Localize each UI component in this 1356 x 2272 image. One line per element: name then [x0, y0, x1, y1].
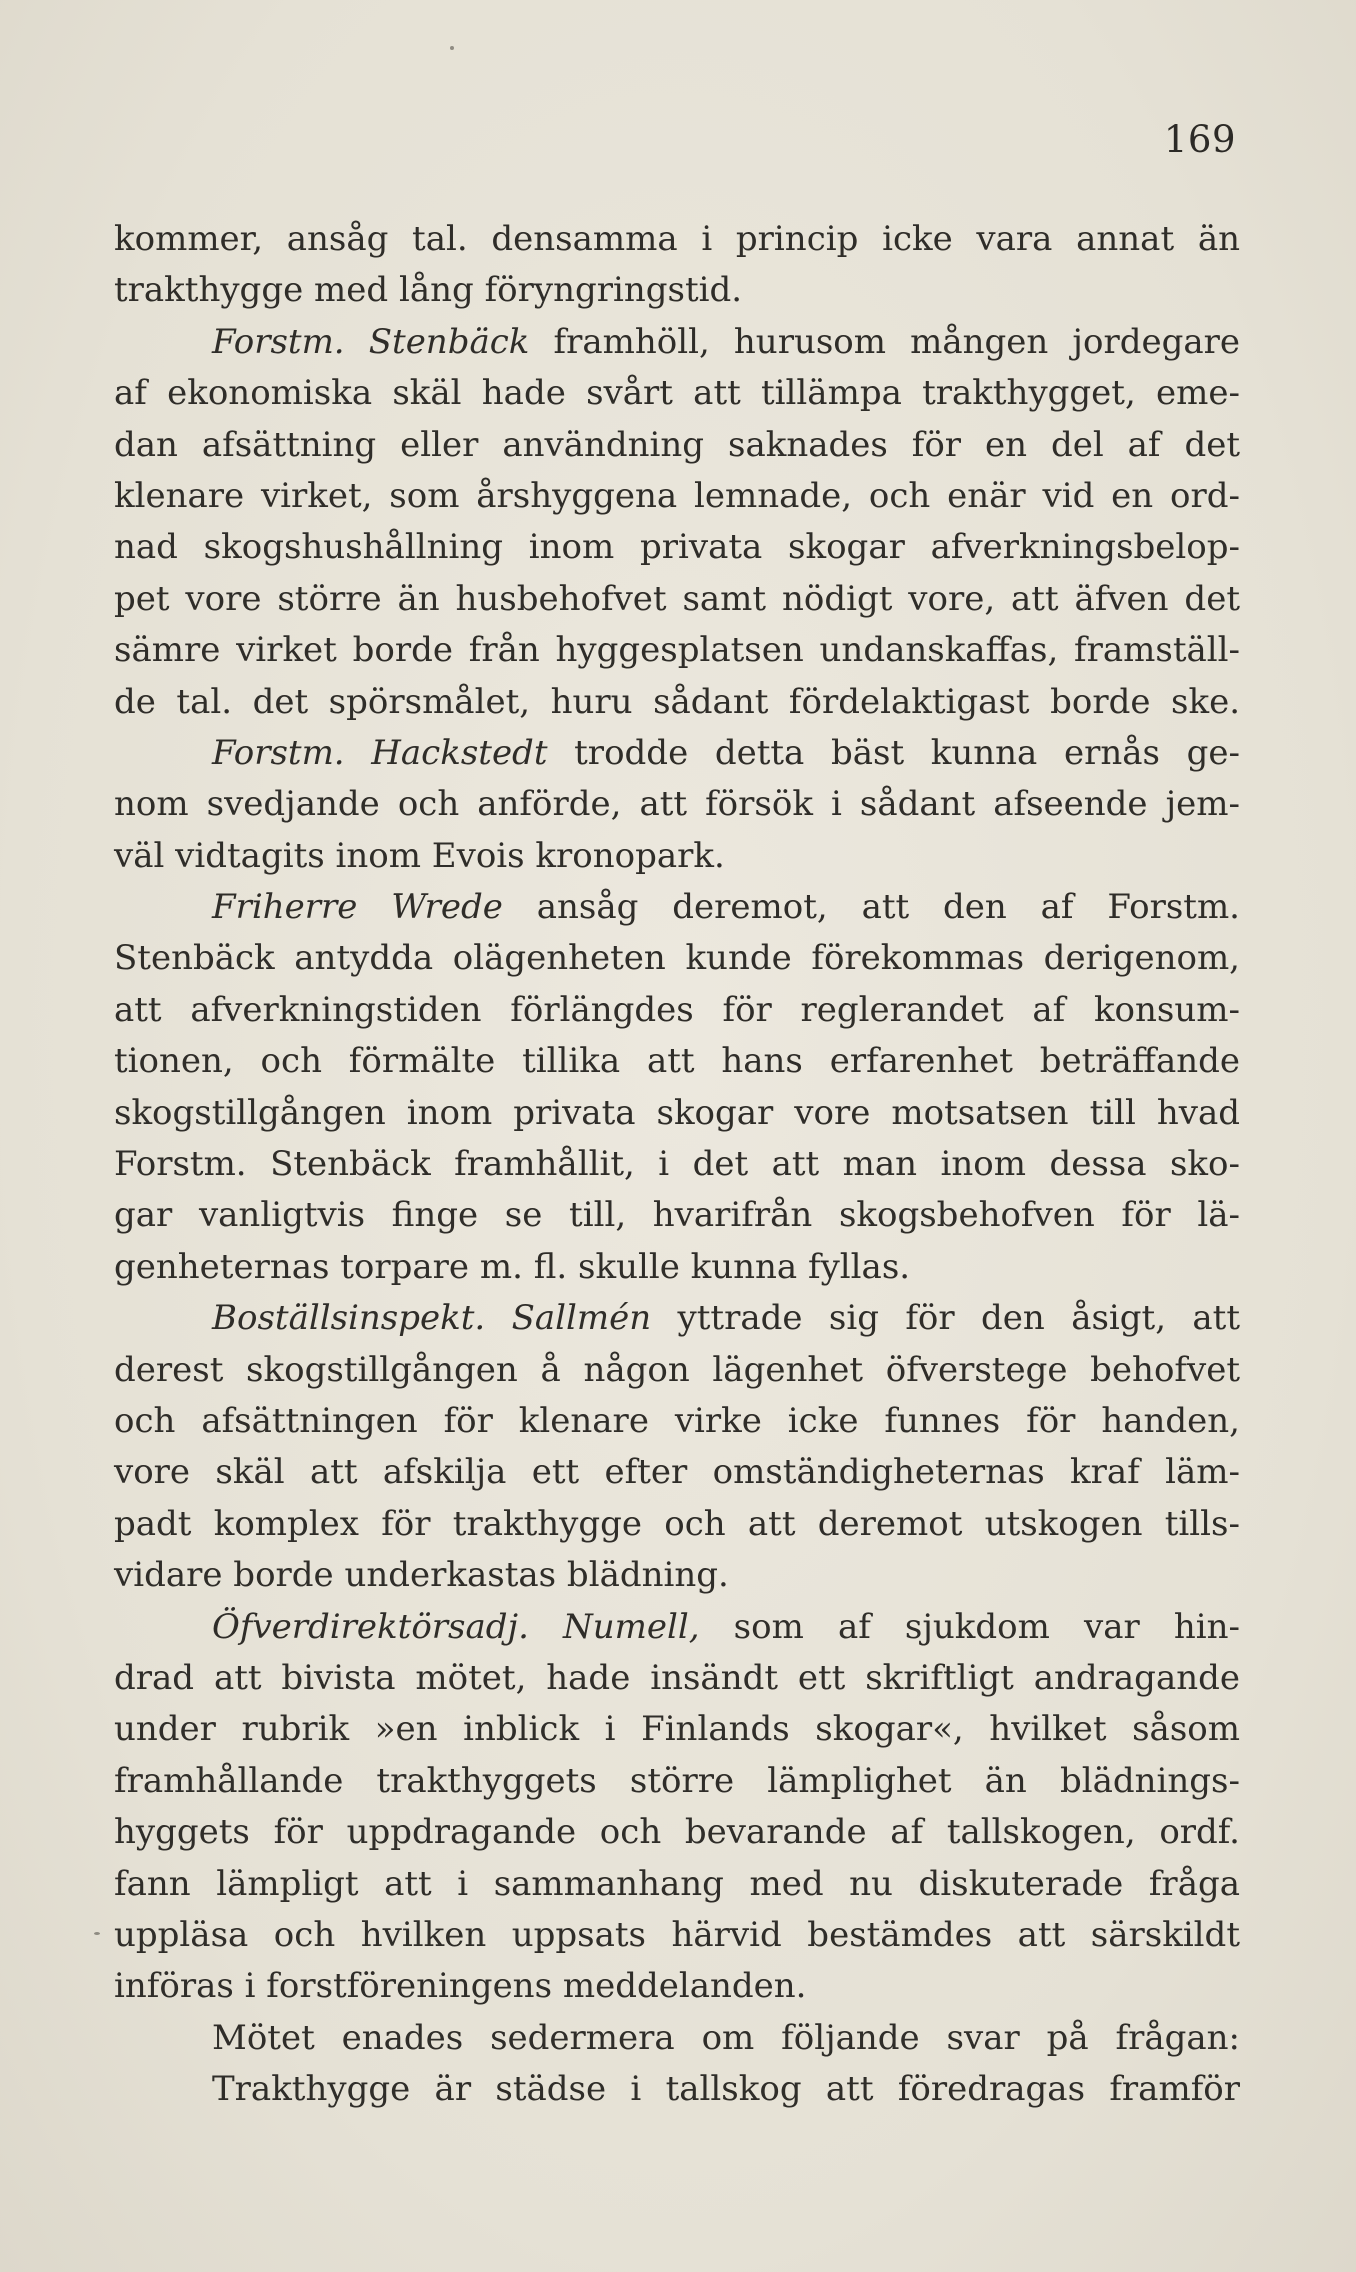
text-line: [114, 985, 1240, 1036]
text-segment: vore skäl att afskilja ett efter omständigheternas kraf läm-: [114, 1452, 1240, 1493]
speaker-name: Forstm. Hackstedt: [212, 732, 548, 773]
text-segment: under rubrik »en inblick i Finlands skogar«, hvilket såsom: [114, 1709, 1240, 1750]
text-segment: framhållande trakthyggets större lämplighet än blädnings-: [114, 1760, 1240, 1801]
text-segment: Stenbäck antydda olägenheten kunde förekommas derigenom,: [114, 938, 1240, 979]
text-segment: pet vore större än husbehofvet samt nödigt vore, att äfven det: [114, 578, 1240, 619]
paragraph-first-line: [114, 728, 1240, 779]
text-segment: af ekonomiska skäl hade svårt att tillämpa trakthygget, eme-: [114, 373, 1240, 414]
text-segment: padt komplex för trakthygge och att deremot utskogen tills-: [114, 1503, 1240, 1544]
text-line: [114, 1653, 1240, 1704]
text-segment: genheternas torpare m. fl. skulle kunna fyllas.: [114, 1246, 911, 1287]
text-segment: derest skogstillgången å någon lägenhet öfverstege behofvet: [114, 1349, 1240, 1390]
text-line: [114, 1139, 1240, 1190]
text-segment: ansåg deremot, att den af Forstm.: [502, 887, 1240, 928]
text-line: [114, 1345, 1240, 1396]
text-segment: Forstm. Stenbäck framhållit, i det att man inom dessa sko-: [114, 1144, 1240, 1185]
speaker-name: Boställsinspekt. Sallmén: [212, 1298, 652, 1339]
text-segment: trodde detta bäst kunna ernås ge-: [547, 732, 1240, 773]
text-line: [114, 420, 1240, 471]
text-line: [114, 1910, 1240, 1961]
paragraph-first-line: [114, 1293, 1240, 1344]
text-line: [114, 1036, 1240, 1087]
text-segment: dan afsättning eller användning saknades för en del af det: [114, 424, 1240, 465]
paragraph-first-line: [114, 1602, 1240, 1653]
text-line: [114, 1550, 1240, 1601]
text-segment: fann lämpligt att i sammanhang med nu diskuterade fråga: [114, 1863, 1240, 1904]
text-segment: drad att bivista mötet, hade insändt ett skriftligt andragande: [114, 1657, 1240, 1698]
text-line: [114, 1499, 1240, 1550]
text-segment: hyggets för uppdragande och bevarande af tallskogen, ordf.: [114, 1812, 1240, 1853]
text-line: [114, 1807, 1240, 1858]
text-segment: införas i forstföreningens meddelanden.: [114, 1966, 807, 2007]
text-segment: gar vanligtvis finge se till, hvarifrån skogsbehofven för lä-: [114, 1195, 1240, 1236]
text-segment: sämre virket borde från hyggesplatsen undanskaffas, framställ-: [114, 630, 1240, 671]
paragraph-first-line: [114, 317, 1240, 368]
paragraph-first-line: [114, 2013, 1240, 2064]
text-segment: trakthygge med lång föryngringstid.: [114, 270, 743, 311]
text-line: [114, 214, 1240, 265]
text-segment: Mötet enades sedermera om följande svar på frågan:: [212, 2017, 1240, 2058]
text-segment: kommer, ansåg tal. densamma i princip icke vara annat än: [114, 219, 1240, 259]
text-line: [114, 265, 1240, 316]
text-segment: de tal. det spörsmålet, huru sådant fördelaktigast borde ske.: [114, 681, 1240, 722]
text-segment: vidare borde underkastas blädning.: [114, 1555, 729, 1596]
text-line: [114, 1088, 1240, 1139]
text-line: [114, 1756, 1240, 1807]
text-segment: framhöll, hurusom mången jordegare: [529, 321, 1240, 362]
ink-speck: [94, 1932, 100, 1935]
text-line: [114, 1859, 1240, 1910]
text-segment: Trakthygge är städse i tallskog att föredragas framför: [212, 2069, 1240, 2110]
text-line: [114, 1447, 1240, 1498]
text-line: [114, 1242, 1240, 1293]
text-line: [114, 1704, 1240, 1755]
text-segment: nom svedjande och anförde, att försök i sådant afseende jem-: [114, 784, 1240, 825]
text-line: [114, 1961, 1240, 2012]
text-line: [114, 831, 1240, 882]
text-line: [114, 522, 1240, 573]
paragraph-first-line: [114, 882, 1240, 933]
text-segment: tionen, och förmälte tillika att hans erfarenhet beträffande: [114, 1041, 1240, 1082]
text-segment: skogstillgången inom privata skogar vore motsatsen till hvad: [114, 1092, 1240, 1133]
page-number: 169: [1163, 118, 1236, 161]
text-line: [114, 368, 1240, 419]
speaker-name: Friherre Wrede: [212, 887, 503, 928]
text-line: [114, 471, 1240, 522]
text-line: [114, 625, 1240, 676]
text-line: [114, 779, 1240, 830]
ink-speck: [450, 46, 454, 50]
text-line: [114, 1396, 1240, 1447]
text-segment: yttrade sig för den åsigt, att: [651, 1298, 1241, 1339]
text-line: [114, 933, 1240, 984]
body-text: [114, 214, 1240, 2115]
speaker-name: Öfverdirektörsadj. Numell,: [212, 1606, 700, 1647]
text-segment: nad skogshushållning inom privata skogar afverkningsbelop-: [114, 527, 1240, 568]
text-segment: väl vidtagits inom Evois kronopark.: [114, 835, 725, 876]
paragraph-first-line: [114, 2064, 1240, 2115]
text-segment: och afsättningen för klenare virke icke funnes för handen,: [114, 1400, 1240, 1441]
text-segment: klenare virket, som årshyggena lemnade, och enär vid en ord-: [114, 475, 1240, 516]
text-line: [114, 1190, 1240, 1241]
text-line: [114, 677, 1240, 728]
speaker-name: Forstm. Stenbäck: [212, 321, 530, 362]
text-segment: uppläsa och hvilken uppsats härvid bestämdes att särskildt: [114, 1914, 1240, 1955]
text-segment: att afverkningstiden förlängdes för reglerandet af konsum-: [114, 989, 1240, 1030]
text-line: [114, 574, 1240, 625]
text-segment: som af sjukdom var hin-: [699, 1606, 1241, 1647]
